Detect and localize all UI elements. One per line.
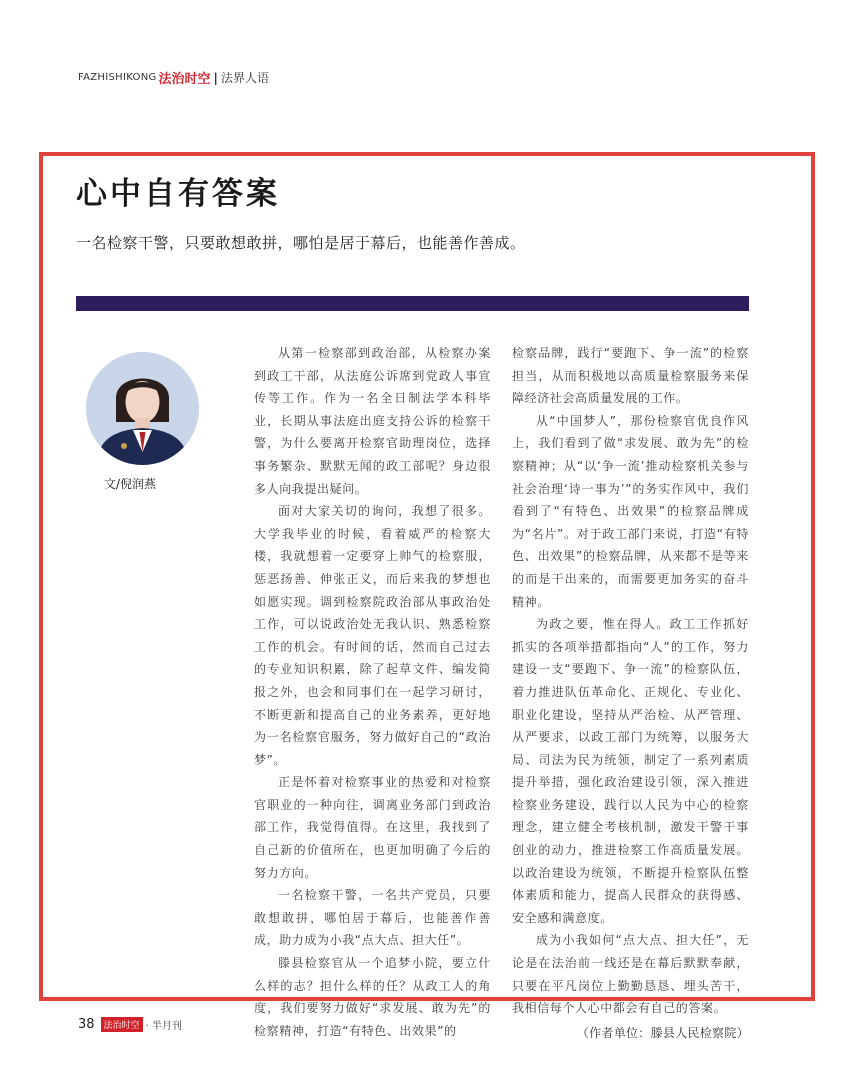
title-divider-bar	[76, 296, 749, 311]
body-paragraph: 检察品牌，践行“要跑下、争一流”的检察担当，从而积极地以高质量检察服务来保障经济社会高质量发展的工作。	[512, 346, 749, 406]
body-column-right	[512, 342, 749, 1044]
article-title: 心中自有答案	[76, 176, 280, 212]
header-pinyin: FAZHISHIKONG	[78, 72, 157, 83]
body-paragraph: 滕县检察官从一个追梦小院，要立什么样的志？担什么样的任？从政工人的角度，我们要努力做好“求发展、敢为先”的检察精神，打造“有特色、出效果”的	[254, 956, 491, 1038]
page-number: 38	[78, 1017, 95, 1032]
body-paragraph: 正是怀着对检察事业的热爱和对检察官职业的一种向往，调离业务部门到政治部工作，我觉得值得。在这里，我找到了自己新的价值所在，也更加明确了今后的努力方向。	[254, 775, 491, 880]
body-paragraph: 面对大家关切的询问，我想了很多。大学我毕业的时候，看着威严的检察大楼，我就想着一定要穿上帅气的检察服，惩恶扬善、伸张正义，而后来我的梦想也如愿实现。调到检察院政治部从事政治处工作，可以说政治处无我认识、熟悉检察工作的机会。有时间的话，然而自己过去的专业知识积累，除了起草文件、编发简报之外，也会和同事们在一起学习研讨，不断更新和提高自己的业务素养，更好地为一名检察官服务，努力做好自己的“政治梦”。	[254, 504, 491, 767]
author-affiliation: （作者单位：滕县人民检察院）	[576, 1025, 749, 1040]
body-paragraph: 从“中国梦人”，那份检察官优良作风上，我们看到了做“求发展、敢为先”的检察精神；从“以‘争一流’推动检察机关参与社会治理‘诗一事为’”的务实作风中，我们看到了“有特色、出效果”的检察品牌成为“名片”。对于政工部门来说，打造“有特色、出效果”的检察品牌，从来都不是等来的而是干出来的，而需要更加务实的奋斗精神。	[512, 413, 749, 609]
body-paragraph: 从第一检察部到政治部，从检察办案到政工干部，从法庭公诉席到党政人事宣传等工作。作为一名全日制法学本科毕业，长期从事法庭出庭支持公诉的检察干警，为什么要离开检察官助理岗位，选择事务繁杂、默默无闻的政工部呢？身边很多人向我提出疑问。	[254, 346, 491, 496]
header-subcolumn: 法界人语	[220, 71, 269, 85]
publication-frequency: · 半月刊	[145, 1021, 182, 1032]
body-paragraph: 为政之要，惟在得人。政工工作抓好抓实的各项举措都指向“人”的工作，努力建设一支“要跑下、争一流”的检察队伍，着力推进队伍革命化、正规化、专业化、职业化建设，坚持从严治检、从严管理、从严要求，以政工部门为统筹，以服务大局、司法为民为统领，制定了一系列素质提升举措，强化政治建设引领，深入推进检察业务建设，践行以人民为中心的检察理念，建立健全考核机制，激发干警干事创业的动力，推进检察工作高质量发展。以政治建设为统领，不断提升检察队伍整体素质和能力，提高人民群众的获得感、安全感和满意度。	[512, 617, 749, 925]
body-paragraph: 一名检察干警，一名共产党员，只要敢想敢拼，哪怕居于幕后，也能善作善成，助力成为小我“点大点、担大任”。	[254, 888, 491, 948]
header-separator: |	[213, 70, 218, 85]
author-photo	[86, 352, 199, 465]
magazine-logo: 法治时空	[101, 1017, 143, 1032]
body-column-left	[254, 342, 491, 1042]
author-portrait-icon	[86, 352, 199, 465]
article-lead: 一名检察干警，只要敢想敢拼，哪怕是居于幕后，也能善作善成。	[76, 234, 526, 252]
page-footer	[78, 1017, 182, 1032]
author-byline: 文/倪润燕	[104, 477, 157, 491]
header-column: 法治时空	[158, 72, 211, 87]
running-header	[78, 68, 269, 87]
body-paragraph: 成为小我如何“点大点、担大任”，无论是在法治前一线还是在幕后默默奉献，只要在平凡岗位上勤勤恳恳、埋头苦干，我相信每个人心中都会有自己的答案。	[512, 933, 749, 1016]
